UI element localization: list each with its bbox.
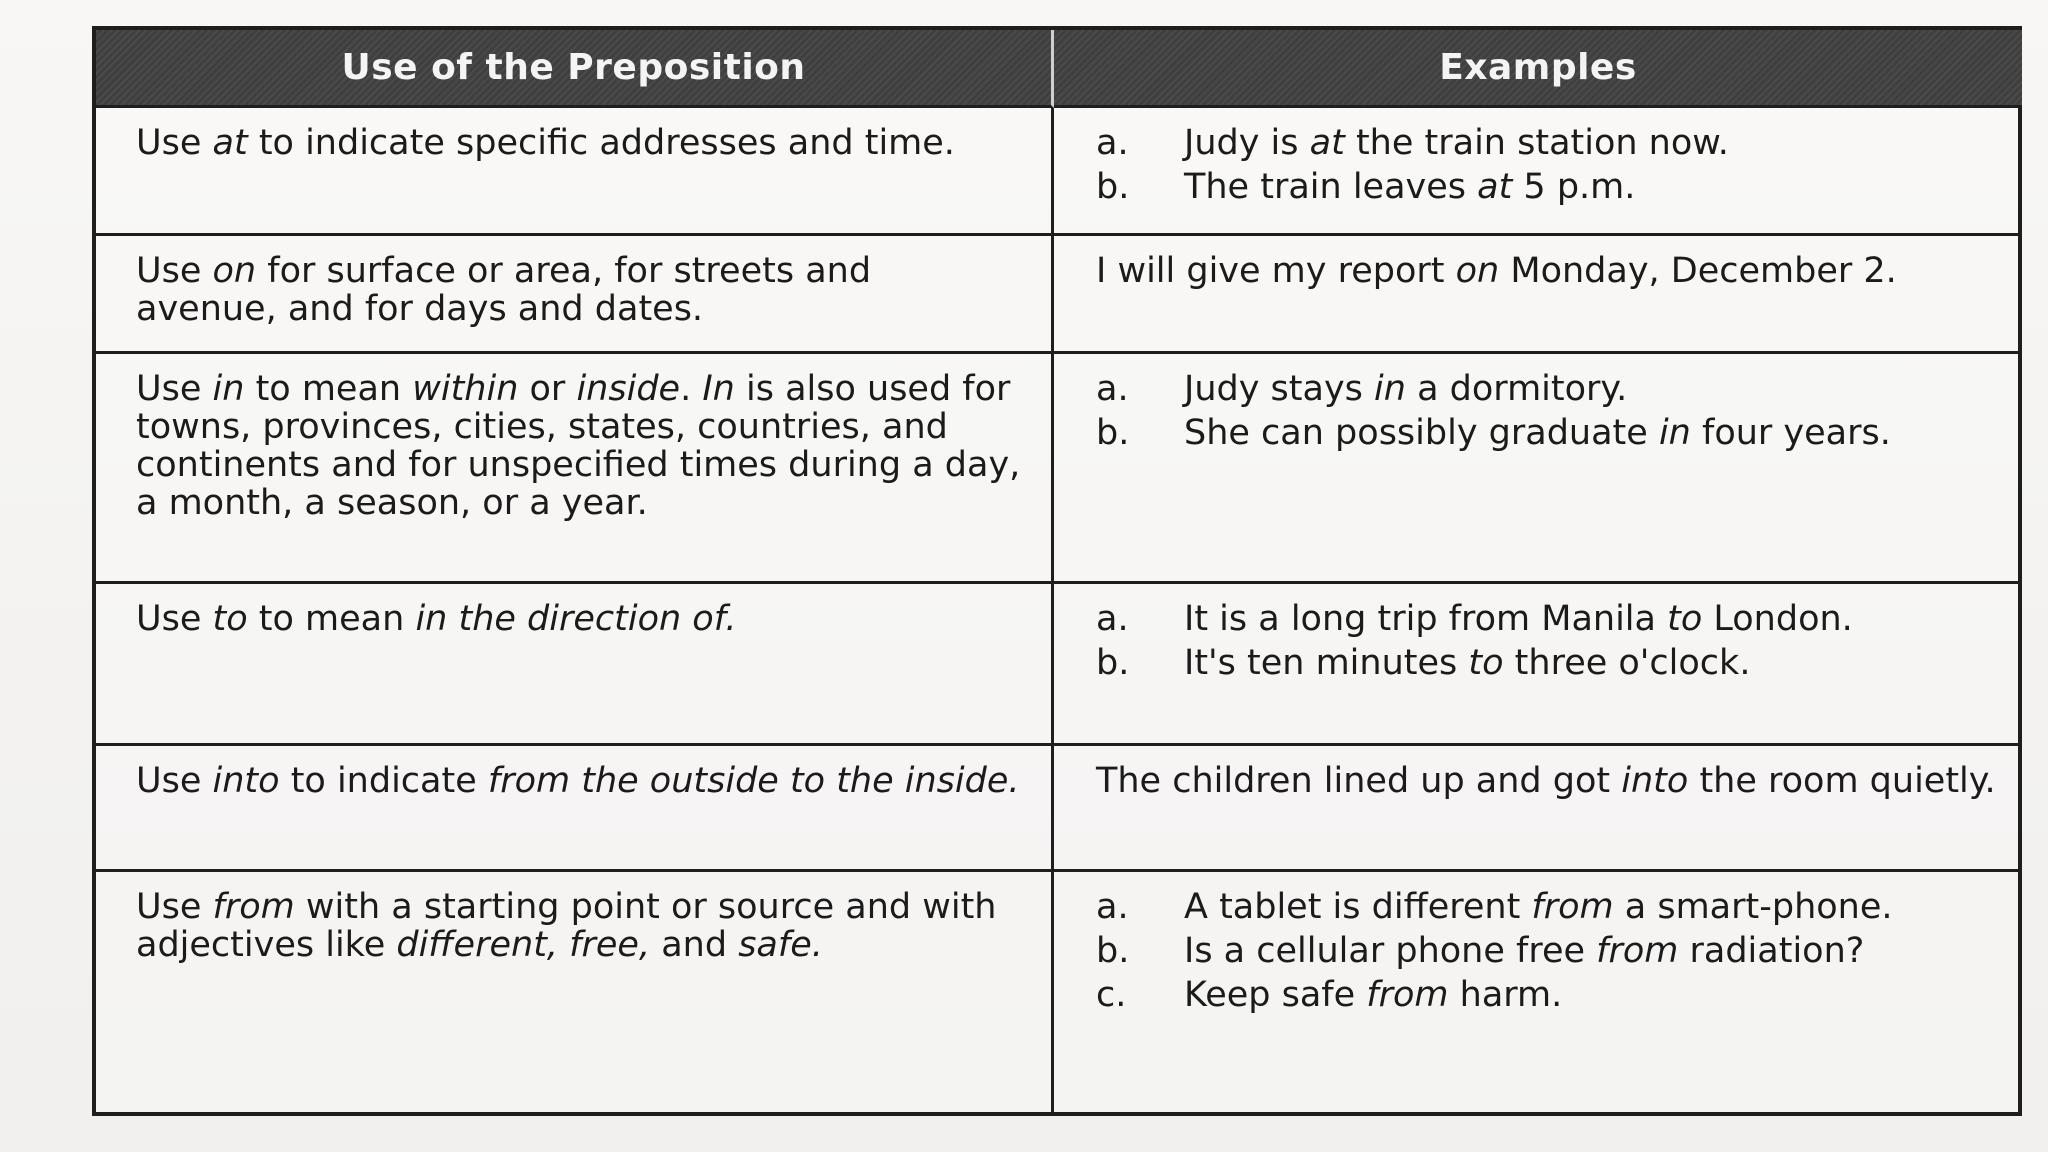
text-segment: She can possibly graduate — [1184, 413, 1659, 453]
italic-text-segment: on — [212, 251, 257, 291]
text-segment: It's ten minutes — [1184, 643, 1469, 683]
example-item — [1096, 888, 1998, 926]
italic-text-segment: from the outside to the inside. — [487, 761, 1020, 801]
examples-cell — [1054, 236, 2022, 354]
text-segment: A tablet is different — [1184, 887, 1532, 927]
usage-cell — [96, 872, 1054, 1112]
example-label: b. — [1096, 413, 1130, 453]
preposition-table — [92, 26, 2022, 1116]
example-item — [1096, 370, 1998, 408]
text-segment: the room quietly. — [1688, 761, 1996, 801]
text-segment: harm. — [1448, 975, 1563, 1015]
example-item — [1096, 600, 1998, 638]
examples-cell — [1054, 108, 2022, 236]
examples-cell — [1054, 746, 2022, 872]
text-segment: to mean — [244, 369, 413, 409]
example-label: a. — [1096, 887, 1129, 927]
example-text — [1184, 976, 1998, 1014]
text-segment: radiation? — [1678, 931, 1865, 971]
italic-text-segment: safe. — [738, 925, 823, 965]
text-segment: The children lined up and got — [1096, 761, 1622, 801]
text-segment: Is a cellular phone free — [1184, 931, 1597, 971]
italic-text-segment: In — [702, 369, 735, 409]
text-segment: with a starting point or source and with adjectives like — [136, 887, 997, 965]
italic-text-segment: to — [1468, 643, 1504, 683]
italic-text-segment: in — [1658, 413, 1691, 453]
example-text — [1184, 600, 1998, 638]
text-segment: Use — [136, 251, 213, 291]
text-segment: The train leaves — [1184, 167, 1478, 207]
example-text — [1184, 168, 1998, 206]
italic-text-segment: at — [1309, 123, 1345, 163]
text-segment: a smart-phone. — [1613, 887, 1893, 927]
italic-text-segment: into — [212, 761, 280, 801]
usage-cell — [96, 746, 1054, 872]
header-use-of-the-preposition: Use of the Preposition — [96, 30, 1054, 108]
text-segment: to mean — [247, 599, 416, 639]
text-segment: the train station now. — [1344, 123, 1729, 163]
italic-text-segment: to — [1667, 599, 1703, 639]
italic-text-segment: from — [1366, 975, 1449, 1015]
text-segment: Use — [136, 761, 213, 801]
example-text — [1184, 370, 1998, 408]
text-segment: a dormitory. — [1405, 369, 1628, 409]
italic-text-segment: within — [412, 369, 519, 409]
examples-cell — [1054, 354, 2022, 584]
header-examples: Examples — [1054, 30, 2022, 108]
italic-text-segment: in — [1374, 369, 1406, 409]
text-segment: and — [650, 925, 739, 965]
text-segment: Judy stays — [1184, 369, 1375, 409]
example-item — [1096, 414, 1998, 452]
example-label: b. — [1096, 643, 1130, 683]
usage-cell — [96, 584, 1054, 746]
italic-text-segment: from — [212, 887, 295, 927]
example-label: b. — [1096, 931, 1130, 971]
italic-text-segment: on — [1455, 251, 1500, 291]
text-segment: is also used for towns, provinces, cities, states, countries, and continents and for unspecified times during a day, a month, a season, or a year. — [136, 369, 1021, 523]
text-segment: I will give my report — [1096, 251, 1456, 291]
example-label: c. — [1096, 975, 1127, 1015]
text-segment: to indicate specific addresses and time. — [247, 123, 955, 163]
text-segment: Use — [136, 369, 213, 409]
example-label: a. — [1096, 123, 1129, 163]
italic-text-segment: at — [1477, 167, 1513, 207]
example-label: a. — [1096, 369, 1129, 409]
example-item — [1096, 124, 1998, 162]
italic-text-segment: in the direction of. — [415, 599, 737, 639]
usage-cell — [96, 108, 1054, 236]
example-item — [1096, 168, 1998, 206]
text-segment: Keep safe — [1184, 975, 1367, 1015]
example-item — [1096, 932, 1998, 970]
italic-text-segment: from — [1596, 931, 1679, 971]
text-segment: for surface or area, for streets and avenue, and for days and dates. — [136, 251, 872, 329]
italic-text-segment: to — [212, 599, 248, 639]
italic-text-segment: in — [212, 369, 245, 409]
usage-cell — [96, 354, 1054, 584]
example-text — [1184, 932, 1998, 970]
text-segment: or — [518, 369, 577, 409]
example-item — [1096, 644, 1998, 682]
text-segment: three o'clock. — [1503, 643, 1751, 683]
text-segment: Use — [136, 599, 213, 639]
text-segment: . — [680, 369, 703, 409]
text-segment: London. — [1702, 599, 1853, 639]
text-segment: 5 p.m. — [1512, 167, 1636, 207]
example-text — [1184, 644, 1998, 682]
examples-cell — [1054, 872, 2022, 1112]
text-segment: Use — [136, 887, 213, 927]
text-segment: Monday, December 2. — [1499, 251, 1897, 291]
example-label: a. — [1096, 599, 1129, 639]
text-segment: to indicate — [279, 761, 488, 801]
text-segment: Use — [136, 123, 213, 163]
example-text — [1184, 124, 1998, 162]
text-segment: Judy is — [1184, 123, 1310, 163]
example-text — [1184, 414, 1998, 452]
examples-cell — [1054, 584, 2022, 746]
italic-text-segment: into — [1621, 761, 1689, 801]
usage-cell — [96, 236, 1054, 354]
italic-text-segment: at — [212, 123, 248, 163]
italic-text-segment: from — [1531, 887, 1614, 927]
italic-text-segment: different, free, — [396, 925, 651, 965]
example-item — [1096, 976, 1998, 1014]
example-text — [1184, 888, 1998, 926]
example-label: b. — [1096, 167, 1130, 207]
italic-text-segment: inside — [576, 369, 681, 409]
text-segment: It is a long trip from Manila — [1184, 599, 1668, 639]
text-segment: four years. — [1690, 413, 1891, 453]
